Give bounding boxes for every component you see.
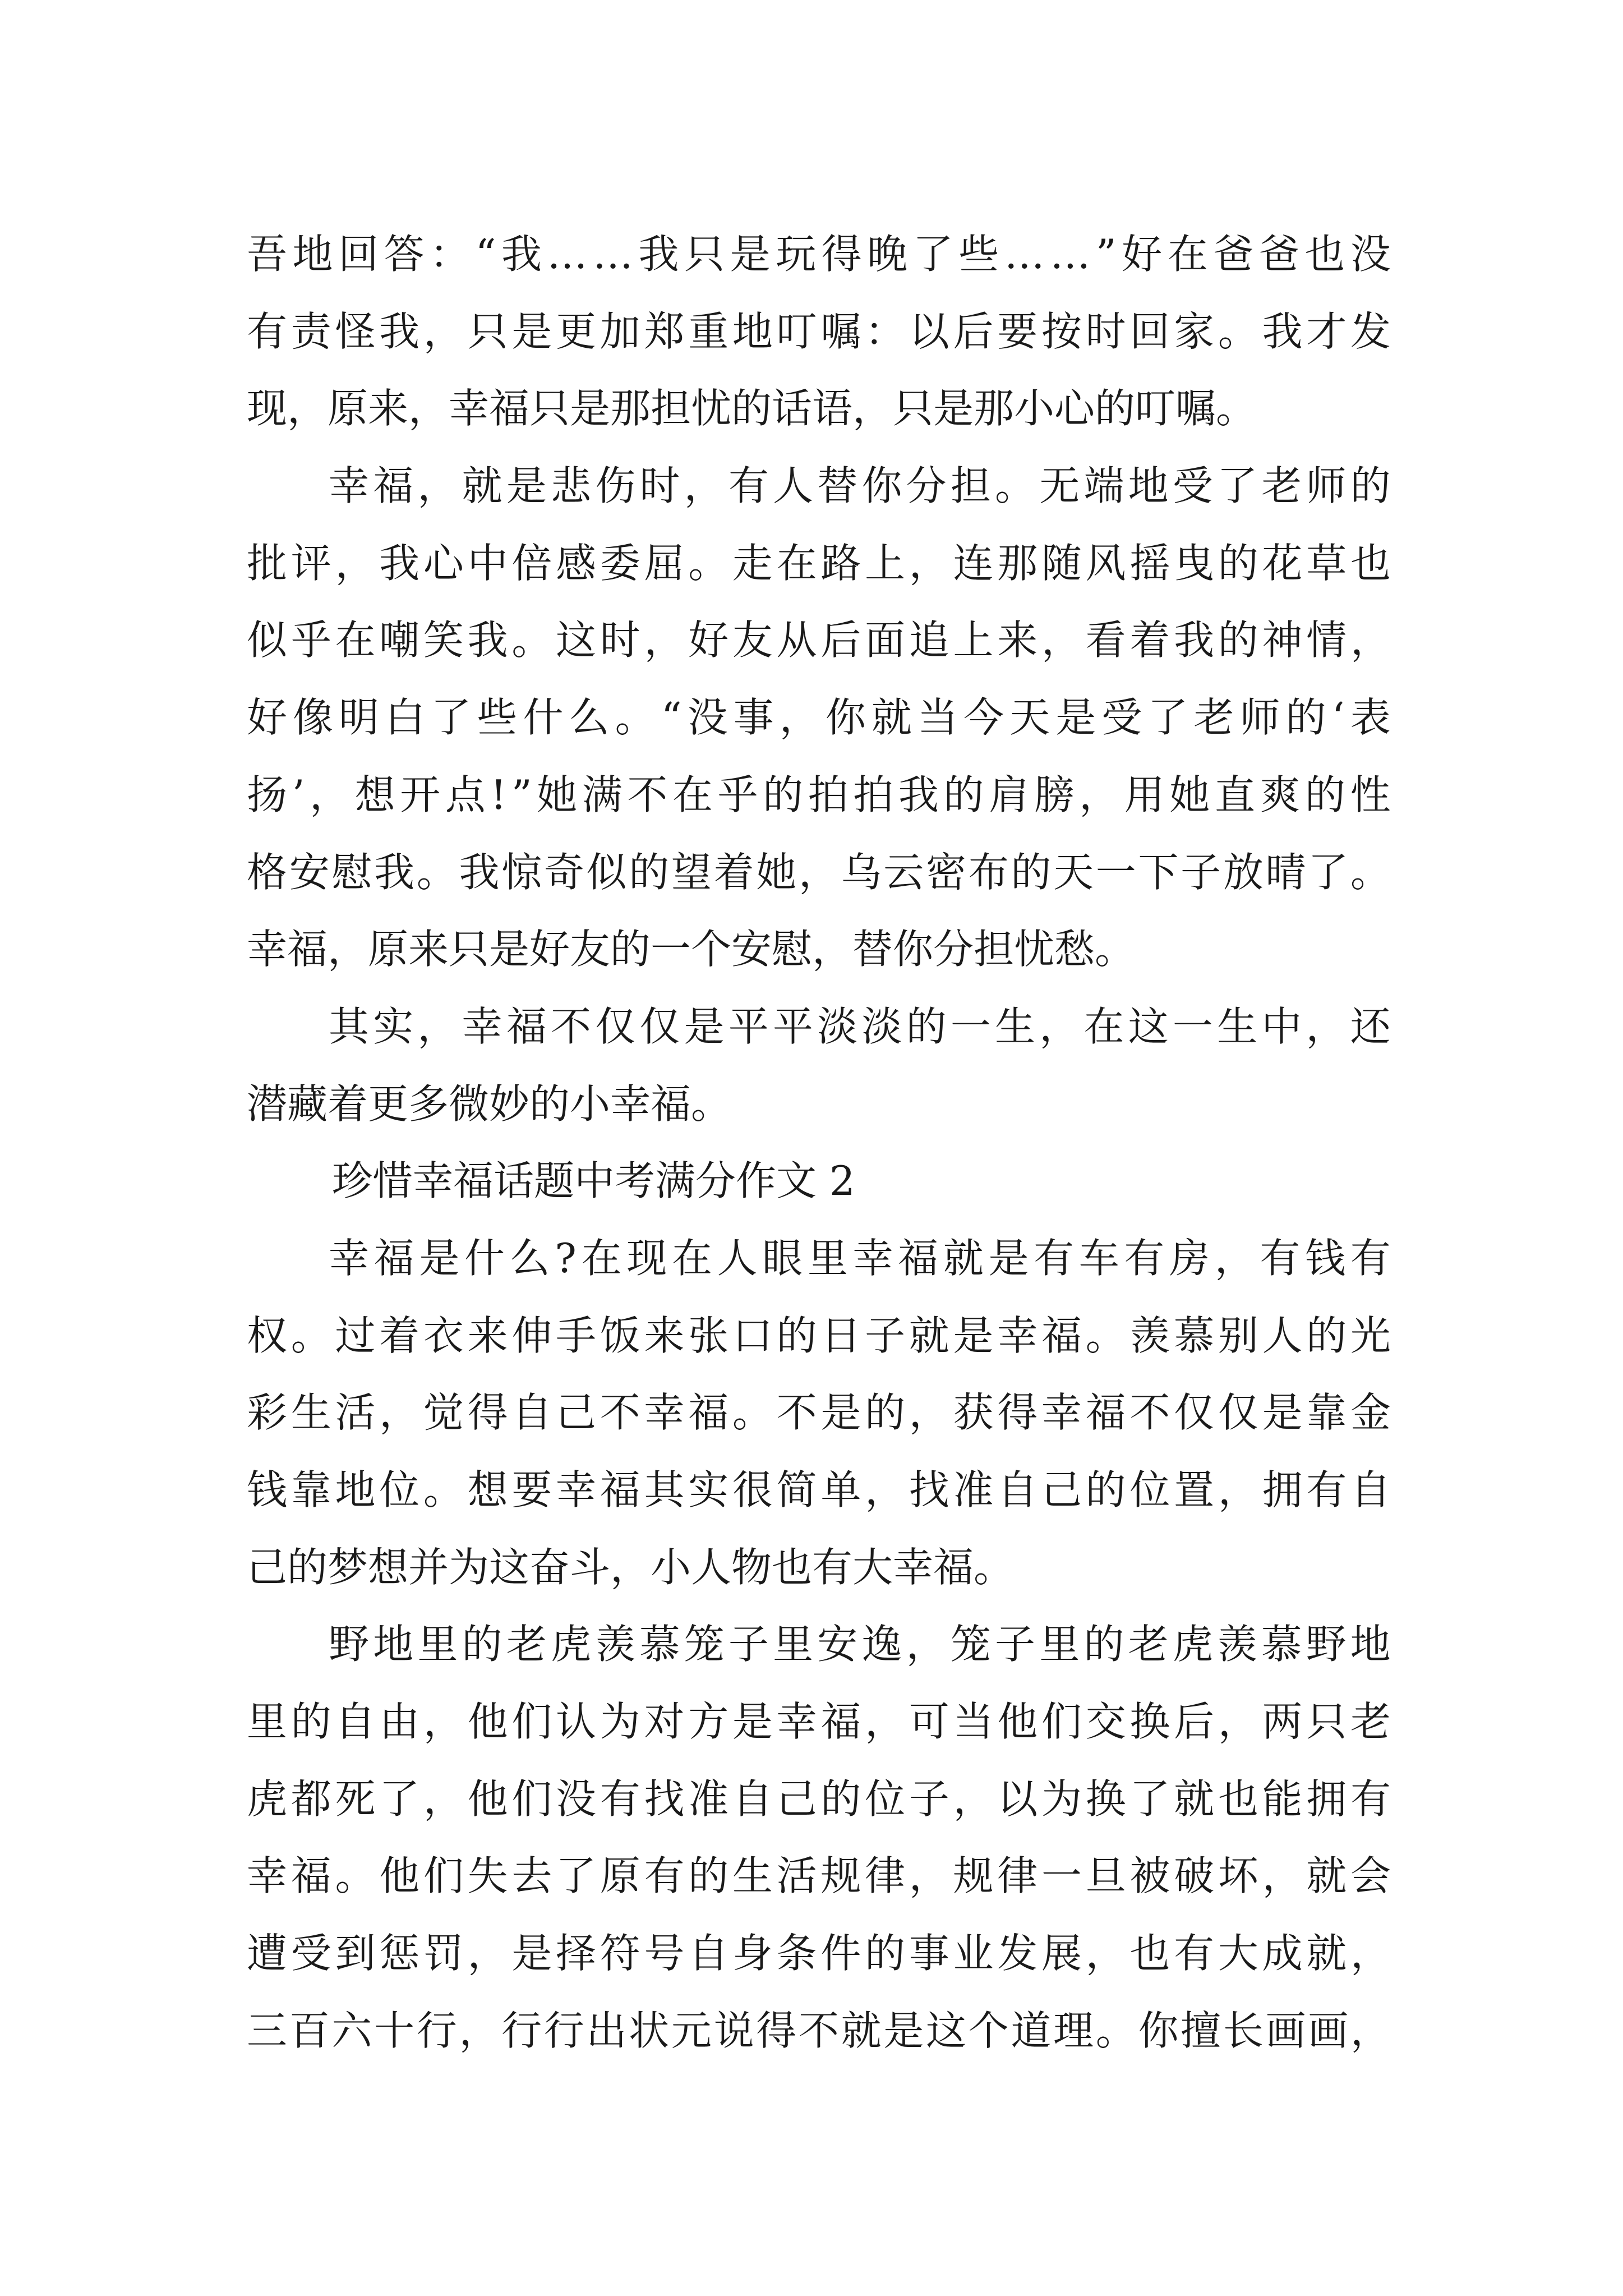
text-line: 幸福，原来只是好友的一个安慰，替你分担忧愁。 bbox=[247, 926, 1136, 973]
text-line: 好 像 明 白 了 些 什 么 。 “ 没 事 ， 你 就 当 今 天 是 受 了 老 师 的 ‘ 表 bbox=[247, 694, 1391, 742]
text-line: 己的梦想并为这奋斗，小人物也有大幸福。 bbox=[247, 1543, 1015, 1591]
text-line: 权 。 过 着 衣 来 伸 手 饭 来 张 口 的 日 子 就 是 幸 福 。 羡 慕 别 人 的 光 bbox=[247, 1312, 1391, 1359]
text-line: 野 地 里 的 老 虎 羡 慕 笼 子 里 安 逸 ， 笼 子 里 的 老 虎 羡 慕 野 地 bbox=[329, 1621, 1391, 1668]
document-body bbox=[247, 216, 1391, 2070]
text-line: 有 责 怪 我 ， 只 是 更 加 郑 重 地 叮 嘱 ： 以 后 要 按 时 回 家 。 我 才 发 bbox=[247, 307, 1391, 355]
text-line: 吾 地 回 答 ： “ 我 … … 我 只 是 玩 得 晚 了 些 … … ” 好 在 爸 爸 也 没 bbox=[247, 231, 1391, 278]
text-line: 彩 生 活 ， 觉 得 自 己 不 幸 福 。 不 是 的 ， 获 得 幸 福 不 仅 仅 是 靠 金 bbox=[247, 1389, 1391, 1437]
text-line: 格 安 慰 我 。 我 惊 奇 似 的 望 着 她 ， 乌 云 密 布 的 天 一 下 子 放 晴 了 。 bbox=[247, 848, 1391, 896]
text-line: 幸 福 是 什 么 ? 在 现 在 人 眼 里 幸 福 就 是 有 车 有 房 ， 有 钱 有 bbox=[329, 1234, 1391, 1282]
section-heading: 珍惜幸福话题中考满分作文 2 bbox=[332, 1157, 855, 1205]
text-line: 幸 福 。 他 们 失 去 了 原 有 的 生 活 规 律 ， 规 律 一 旦 被 破 坏 ， 就 会 bbox=[247, 1852, 1391, 1900]
text-line: 里 的 自 由 ， 他 们 认 为 对 方 是 幸 福 ， 可 当 他 们 交 换 后 ， 两 只 老 bbox=[247, 1698, 1391, 1746]
text-line: 现，原来，幸福只是那担忧的话语，只是那小心的叮嘱。 bbox=[247, 385, 1257, 432]
text-line: 钱 靠 地 位 。 想 要 幸 福 其 实 很 简 单 ， 找 准 自 己 的 位 置 ， 拥 有 自 bbox=[247, 1466, 1391, 1513]
text-line: 潜藏着更多微妙的小幸福。 bbox=[247, 1080, 732, 1128]
text-line: 虎 都 死 了 ， 他 们 没 有 找 准 自 己 的 位 子 ， 以 为 换 了 就 也 能 拥 有 bbox=[247, 1775, 1391, 1823]
text-line: 遭 受 到 惩 罚 ， 是 择 符 号 自 身 条 件 的 事 业 发 展 ， 也 有 大 成 就 ， bbox=[247, 1930, 1391, 1977]
text-line: 扬 ’ ， 想 开 点 ! ” 她 满 不 在 乎 的 拍 拍 我 的 肩 膀 ， 用 她 直 爽 的 性 bbox=[247, 771, 1391, 818]
text-line: 三 百 六 十 行 ， 行 行 出 状 元 说 得 不 就 是 这 个 道 理 。 你 擅 长 画 画 ， bbox=[247, 2007, 1391, 2054]
text-line: 批 评 ， 我 心 中 倍 感 委 屈 。 走 在 路 上 ， 连 那 随 风 摇 曳 的 花 草 也 bbox=[247, 539, 1391, 587]
text-line: 其 实 ， 幸 福 不 仅 仅 是 平 平 淡 淡 的 一 生 ， 在 这 一 生 中 ， 还 bbox=[329, 1002, 1391, 1050]
text-line: 似 乎 在 嘲 笑 我 。 这 时 ， 好 友 从 后 面 追 上 来 ， 看 着 我 的 神 情 ， bbox=[247, 616, 1391, 664]
text-line: 幸 福 ， 就 是 悲 伤 时 ， 有 人 替 你 分 担 。 无 端 地 受 了 老 师 的 bbox=[329, 462, 1391, 510]
